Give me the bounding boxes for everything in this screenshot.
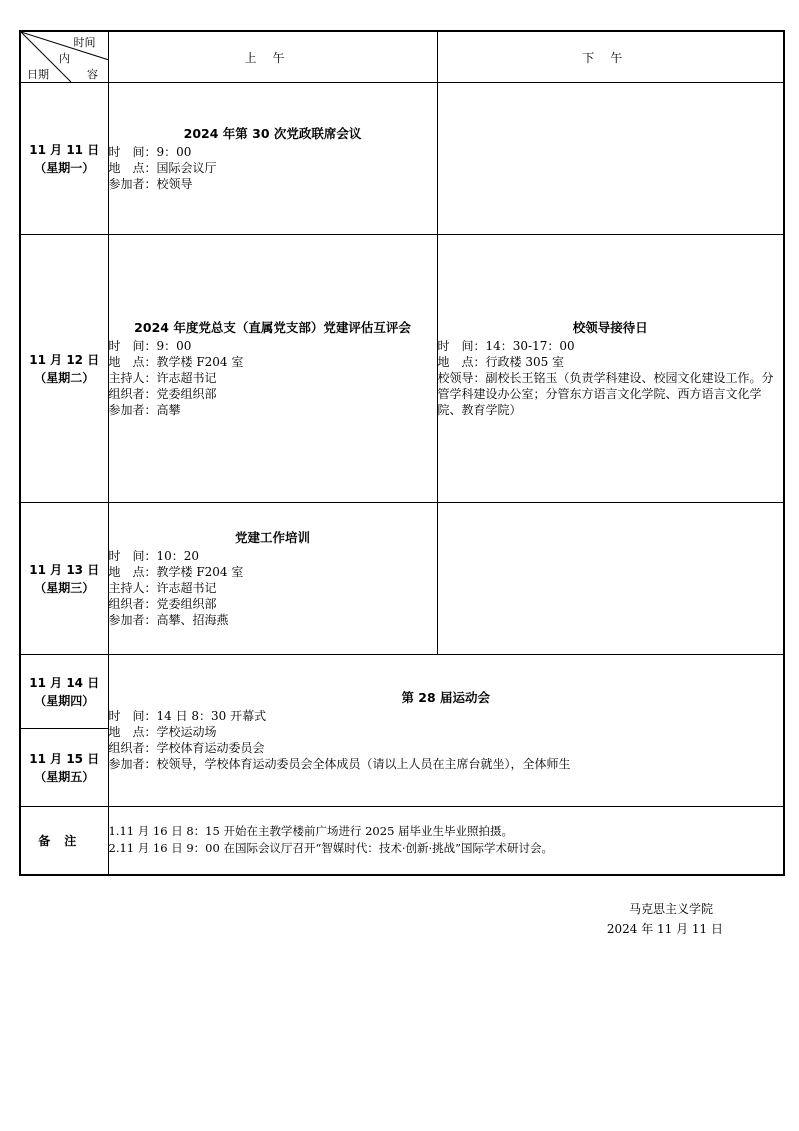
event-leader: 校领导：副校长王铭玉（负责学科建设、校园文化建设工作。分管学科建设办公室；分管东方语言文化学院、西方语言文化学院、教育学院） <box>437 371 774 417</box>
morning-event-cell <box>108 235 437 503</box>
event-organizer: 组织者：党委组织部 <box>108 597 217 611</box>
weekday-text: （星期五） <box>34 769 95 784</box>
event-title: 第 28 届运动会 <box>401 690 491 705</box>
date-text: 11 月 15 日 <box>29 751 100 766</box>
date-cell <box>20 235 108 503</box>
afternoon-event-cell <box>437 235 784 503</box>
event-time: 时 间：14：30-17：00 <box>437 339 575 353</box>
corner-label-date: 日期 <box>27 68 49 81</box>
morning-header: 上午 <box>108 31 437 83</box>
weekday-text: （星期一） <box>34 160 95 175</box>
event-location: 地 点：教学楼 F204 室 <box>108 355 244 369</box>
morning-event-cell <box>108 83 437 235</box>
event-location: 地 点：国际会议厅 <box>108 161 217 175</box>
event-title: 2024 年第 30 次党政联席会议 <box>183 126 362 141</box>
remarks-row <box>20 807 784 875</box>
event-organizer: 组织者：学校体育运动委员会 <box>108 741 265 755</box>
event-title: 2024 年度党总支（直属党支部）党建评估互评会 <box>134 320 411 335</box>
event-organizer: 组织者：党委组织部 <box>108 387 217 401</box>
date-cell <box>20 729 108 807</box>
event-attendees: 参加者：校领导 <box>108 177 193 191</box>
remarks-cell <box>108 807 784 875</box>
corner-label-content-bottom: 容 <box>87 68 98 81</box>
schedule-row-wednesday <box>20 503 784 655</box>
remarks-label: 备注 <box>20 807 108 875</box>
afternoon-empty-cell <box>437 503 784 655</box>
remark-line: 1.11 月 16 日 8：15 开始在主教学楼前广场进行 2025 届毕业生毕业照拍摄。 <box>108 824 514 839</box>
merged-event-cell <box>108 655 784 807</box>
event-title: 党建工作培训 <box>234 530 310 545</box>
event-location: 地 点：学校运动场 <box>108 725 217 739</box>
signature-block <box>607 899 723 939</box>
event-time: 时 间：14 日 8：30 开幕式 <box>108 709 267 723</box>
weekday-text: （星期二） <box>34 370 95 385</box>
event-attendees: 参加者：高攀、招海燕 <box>108 613 229 627</box>
date-cell <box>20 83 108 235</box>
date-cell <box>20 503 108 655</box>
event-attendees: 参加者：高攀 <box>108 403 181 417</box>
event-attendees: 参加者：校领导，学校体育运动委员会全体成员（请以上人员在主席台就坐），全体师生 <box>108 757 571 771</box>
issue-date: 2024 年 11 月 11 日 <box>606 922 723 936</box>
corner-label-time: 时间 <box>73 36 96 49</box>
morning-event-cell <box>108 503 437 655</box>
event-time: 时 间：9：00 <box>108 339 192 353</box>
date-cell <box>20 655 108 729</box>
weekday-text: （星期三） <box>34 580 95 595</box>
weekday-text: （星期四） <box>34 693 95 708</box>
schedule-row-thursday <box>20 655 784 729</box>
schedule-row-tuesday <box>20 235 784 503</box>
issuing-organization: 马克思主义学院 <box>628 902 713 916</box>
event-location: 地 点：教学楼 F204 室 <box>108 565 244 579</box>
event-location: 地 点：行政楼 305 室 <box>437 355 565 369</box>
event-time: 时 间：10：20 <box>108 549 200 563</box>
event-title: 校领导接待日 <box>572 320 648 335</box>
remark-line: 2.11 月 16 日 9：00 在国际会议厅召开“智媒时代：技术·创新·挑战”国际学术研讨会。 <box>108 841 554 856</box>
event-host: 主持人：许志超书记 <box>108 581 217 595</box>
event-host: 主持人：许志超书记 <box>108 371 217 385</box>
afternoon-header: 下午 <box>437 31 784 83</box>
event-time: 时 间：9：00 <box>108 145 192 159</box>
date-text: 11 月 13 日 <box>29 562 100 577</box>
header-row <box>20 31 784 83</box>
date-text: 11 月 12 日 <box>29 352 100 367</box>
afternoon-empty-cell <box>437 83 784 235</box>
date-text: 11 月 14 日 <box>29 675 100 690</box>
weekly-schedule-table <box>19 30 785 876</box>
corner-label-content-top: 内 <box>59 52 70 65</box>
schedule-row-monday <box>20 83 784 235</box>
corner-header-cell <box>20 31 108 83</box>
date-text: 11 月 11 日 <box>29 142 100 157</box>
